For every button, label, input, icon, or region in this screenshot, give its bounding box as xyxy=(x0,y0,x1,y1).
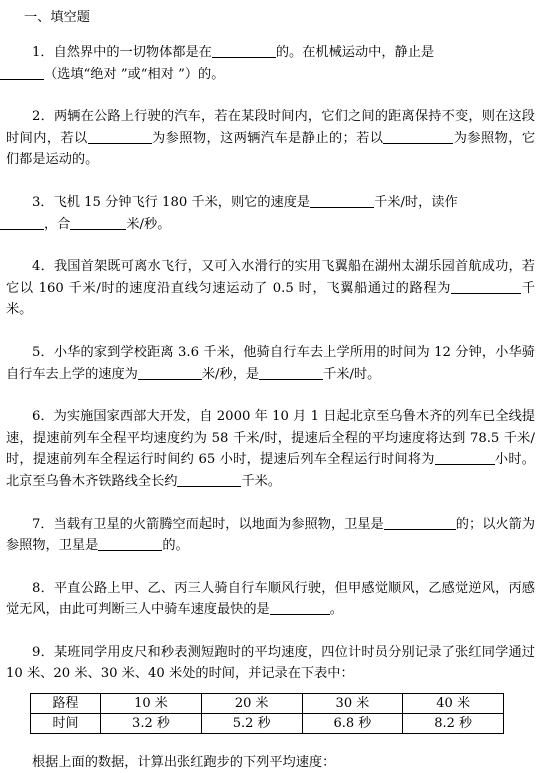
answer-blank[interactable] xyxy=(98,536,162,551)
question-8-text-b: 。 xyxy=(329,602,343,618)
question-4 xyxy=(6,256,535,321)
question-1-text-a: 1．自然界中的一切物体都是在 xyxy=(32,45,212,60)
question-2-text-b: 为参照物，这两辆汽车是静止的；若以 xyxy=(151,130,384,146)
question-2-text-a: 2．两辆在公路上行驶的汽车，若在某段时间内，它们之间的距离保持不变，则在这段时间内，若以 xyxy=(6,109,535,146)
answer-blank[interactable] xyxy=(384,515,456,530)
question-4-text-a: 4．我国首架既可离水飞行，又可入水滑行的实用飞翼船在湖州太湖乐园首航成功，若它以 160 千米/时的速度沿直线匀速运动了 0.5 时，飞翼船通过的路程为 xyxy=(6,259,535,296)
question-7-text-b: 的；以火箭为参照物，卫星是 xyxy=(6,516,536,554)
question-5-text-b: 米/秒，是 xyxy=(201,366,260,382)
question-6-text-a: 6．为实施国家西部大开发，自 2000 年 10 月 1 日起北京至乌鲁木齐的列车已全线提速，提速前列车全程平均速度约为 58 千米/时，提速后全程的平均速度将达到 78.5 千米/时，提速前列车全程运行时间约 65 小时，提速后列车全程运行时间将为 xyxy=(6,409,535,468)
answer-blank[interactable] xyxy=(310,193,374,208)
answer-blank[interactable] xyxy=(138,365,202,380)
question-3-text-a: 3．飞机 15 分钟飞行 180 千米，则它的速度是 xyxy=(32,194,311,210)
table-row xyxy=(31,714,504,734)
question-8 xyxy=(6,578,535,621)
answer-blank[interactable] xyxy=(259,365,323,380)
question-1-text-c: （选填“绝对 ”或“相对 ”）的。 xyxy=(44,66,225,82)
question-5-text-c: 千米/时。 xyxy=(323,366,381,382)
question-6 xyxy=(6,406,535,492)
question-3-text-d: 米/秒。 xyxy=(126,216,171,232)
answer-blank[interactable] xyxy=(88,129,152,144)
question-6-text-c: 千米。 xyxy=(241,473,281,489)
table-cell: 时间 xyxy=(31,714,101,734)
question-5-text-a: 5．小华的家到学校距离 3.6 千米，他骑自行车去上学所用的时间为 12 分钟，小华骑自行车去上学的速度为 xyxy=(6,344,535,382)
question-7 xyxy=(6,514,535,557)
question-3-text-c: ，合 xyxy=(44,216,71,232)
question-2-text-c: 为参照物，它们都是运动的。 xyxy=(6,130,536,168)
section-title: 一、填空题 xyxy=(24,10,90,25)
table-cell: 40 米 xyxy=(403,694,504,714)
answer-blank[interactable] xyxy=(0,65,44,80)
question-9-text: 9．某班同学用皮尺和秒表测短跑时的平均速度，四位计时员分别记录了张红同学通过 10 米、20 米、30 米、40 米处的时间，并记录在下表中： xyxy=(6,644,535,682)
question-4-text-b: 千米。 xyxy=(6,280,536,318)
timing-table xyxy=(30,693,504,734)
question-9 xyxy=(6,642,535,685)
answer-blank[interactable] xyxy=(451,279,521,294)
answer-blank[interactable] xyxy=(212,43,276,58)
question-1 xyxy=(6,42,535,85)
table-cell: 30 米 xyxy=(302,694,403,714)
table-row xyxy=(31,694,504,714)
table-cell: 3.2 秒 xyxy=(101,714,202,734)
table-cell: 5.2 秒 xyxy=(201,714,302,734)
answer-blank[interactable] xyxy=(70,215,126,230)
question-5 xyxy=(6,342,535,385)
table-cell: 8.2 秒 xyxy=(403,714,504,734)
question-7-text-c: 的。 xyxy=(162,538,189,554)
question-6-text-b: 小时。北京至乌鲁木齐铁路线全长约 xyxy=(6,452,535,489)
table-cell: 路程 xyxy=(31,694,101,714)
question-1-text-b: 的。在机械运动中，静止是 xyxy=(275,45,435,60)
answer-blank[interactable] xyxy=(0,215,44,230)
table-cell: 10 米 xyxy=(101,694,202,714)
answer-blank[interactable] xyxy=(270,600,330,615)
table-cell: 6.8 秒 xyxy=(302,714,403,734)
table-cell: 20 米 xyxy=(201,694,302,714)
follow-up-prompt: 根据上面的数据，计算出张红跑步的下列平均速度： xyxy=(32,755,336,771)
question-7-text-a: 7．当载有卫星的火箭腾空而起时，以地面为参照物，卫星是 xyxy=(32,516,384,532)
question-8-text-a: 8．平直公路上甲、乙、丙三人骑自行车顺风行驶，但甲感觉顺风，乙感觉逆风，丙感觉无风，由此可判断三人中骑车速度最快的是 xyxy=(6,580,535,618)
answer-blank[interactable] xyxy=(435,450,495,465)
question-2 xyxy=(6,106,535,171)
answer-blank[interactable] xyxy=(383,129,453,144)
question-3-text-b: 千米/时，读作 xyxy=(374,194,458,210)
answer-blank[interactable] xyxy=(177,472,241,487)
question-3 xyxy=(6,192,535,235)
